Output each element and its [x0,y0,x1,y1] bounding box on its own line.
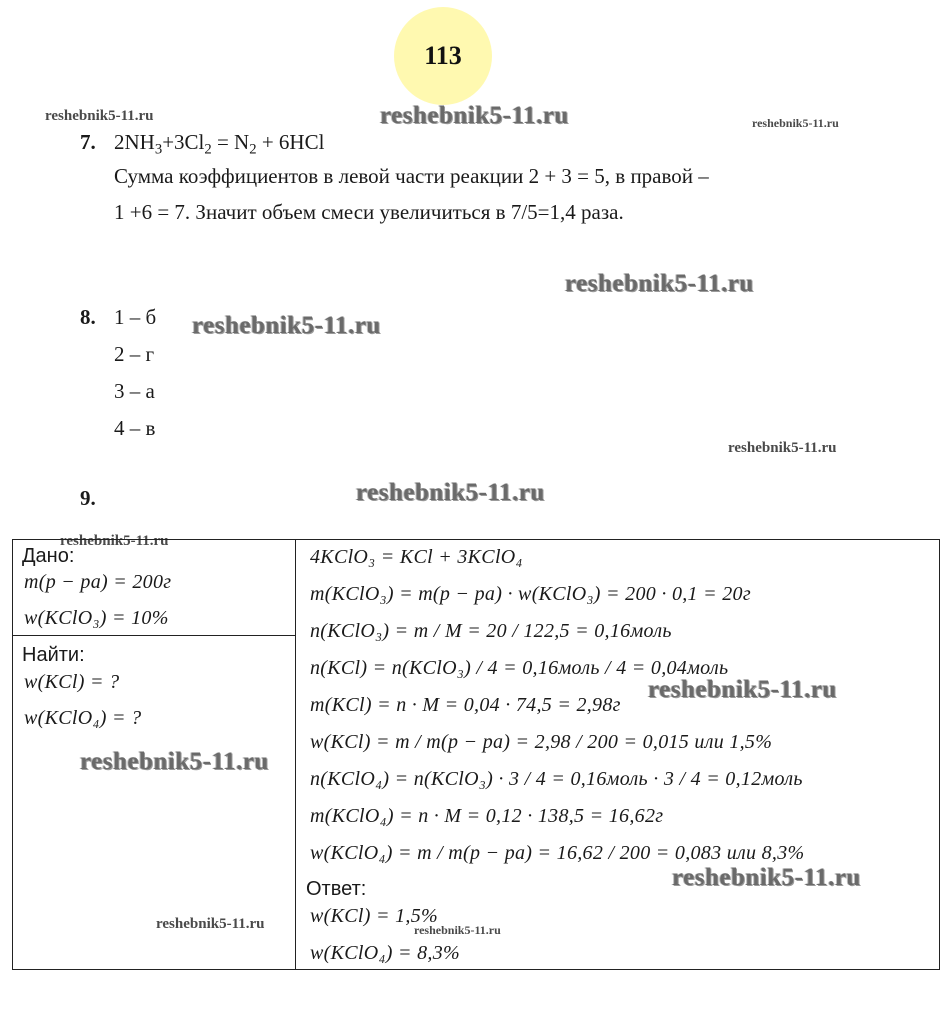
task-number: 8. [80,305,96,329]
solution-line: n(KCl) = n(KClO₃) / 4 = 0,16моль / 4 = 0,04моль [310,657,729,679]
task8-answer: 1 – б [114,305,157,329]
watermark: reshebnik5-11.ru [45,108,154,124]
task7-equation: $2NH_3+3Cl_2 = N_2 + 6HCl$ [114,130,325,158]
solution-line: 4KClO₃ = KCl + 3KClO₄ [310,546,523,568]
watermark: reshebnik5-11.ru [414,923,501,937]
solution-line: w(KCl) = m / m(p − pa) = 2,98 / 200 = 0,015 или 1,5% [310,731,773,753]
watermark: reshebnik5-11.ru [156,916,265,932]
find-label: Найти: [22,644,85,666]
given-item: m(p − pa) = 200г [24,571,172,593]
watermark: reshebnik5-11.ru [648,676,837,703]
given-item: w(KClO₃) = 10% [24,607,169,629]
answer-label: Ответ: [306,878,367,900]
given-label: Дано: [22,545,75,567]
watermark: reshebnik5-11.ru [728,440,837,456]
solution-line: n(KClO₃) = m / M = 20 / 122,5 = 0,16моль [310,620,672,642]
watermark: reshebnik5-11.ru [565,270,754,297]
task8-answer: 2 – г [114,342,155,366]
final-answer: w(KClO₄) = 8,3% [310,942,460,964]
solution-line: m(KCl) = n · M = 0,04 · 74,5 = 2,98г [310,694,621,716]
table-divider-vertical [295,539,296,970]
solution-line: w(KClO₄) = m / m(p − pa) = 16,62 / 200 = 0,083 или 8,3% [310,842,805,864]
watermark: reshebnik5-11.ru [752,116,839,130]
task-number: 7. [80,130,96,154]
watermark: reshebnik5-11.ru [380,102,569,129]
task7-explanation-line: Сумма коэффициентов в левой части реакции 2 + 3 = 5, в правой – [114,164,709,188]
find-item: w(KClO₄) = ? [24,707,142,729]
watermark: reshebnik5-11.ru [192,312,381,339]
task8-answer: 3 – а [114,379,155,403]
page-number: 113 [424,41,462,70]
find-item: w(KCl) = ? [24,671,120,693]
watermark: reshebnik5-11.ru [672,864,861,891]
page-number-badge [394,7,492,105]
solution-line: m(KClO₃) = m(p − pa) · w(KClO₃) = 200 · 0,1 = 20г [310,583,751,605]
solution-line: n(KClO₄) = n(KClO₃) · 3 / 4 = 0,16моль · 3 / 4 = 0,12моль [310,768,803,790]
final-answer: w(KCl) = 1,5% [310,905,438,927]
solution-line: m(KClO₄) = n · M = 0,12 · 138,5 = 16,62г [310,805,664,827]
watermark: reshebnik5-11.ru [60,533,169,549]
task7-explanation-line: 1 +6 = 7. Значит объем смеси увеличиться в 7/5=1,4 раза. [114,200,624,224]
table-divider-horizontal [12,635,296,636]
task-number: 9. [80,486,96,510]
task8-answer: 4 – в [114,416,156,440]
watermark: reshebnik5-11.ru [356,479,545,506]
watermark: reshebnik5-11.ru [80,748,269,775]
